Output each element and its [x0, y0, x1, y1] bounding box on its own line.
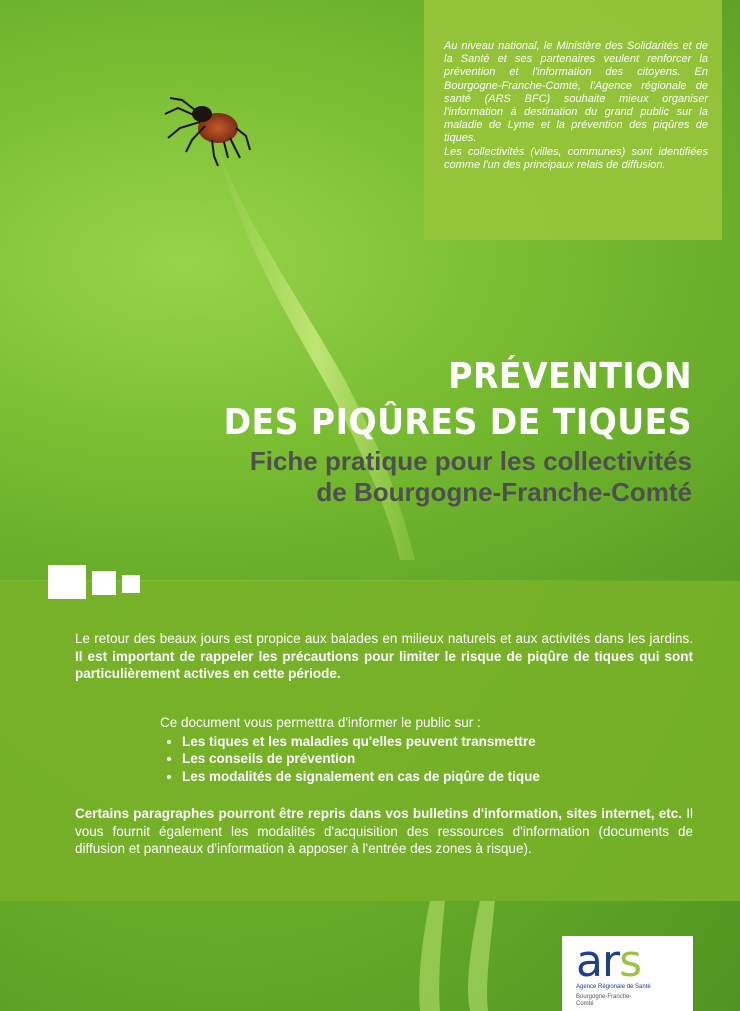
ars-logo-s: s [619, 936, 641, 987]
paragraph-resources [75, 805, 693, 858]
ars-logo [562, 936, 693, 1011]
title-line-1: PRÉVENTION [448, 356, 692, 397]
title-line-2: DES PIQÛRES DE TIQUES [223, 402, 692, 443]
paragraph-resources-normal: Il vous fournit également les modalités d'acquisition des ressources d'information (documents de diffusion et panneaux d'information à apposer à l'entrée des zones à risque). [75, 806, 693, 856]
intro-box [424, 0, 722, 240]
intro-text: Au niveau national, le Ministère des Solidarités et de la Santé et ses partenaires veulent renforcer la prévention et l'information des citoyens. En Bourgogne-Franche-Comté, l'Agence régionale de santé (ARS BFC) souhaite mieux organiser l'information à destination du grand public sur la maladie de Lyme et la prévention des piqûres de tiques. [444, 40, 708, 145]
subtitle-line-2: de Bourgogne-Franche-Comté [316, 477, 692, 507]
info-list [160, 733, 620, 786]
subtitle-line-1: Fiche pratique pour les collectivités [249, 446, 692, 476]
info-list-block [160, 714, 620, 785]
paragraph-resources-bold: Certains paragraphes pourront être repris dans vos bulletins d'information, sites internet, etc. [75, 806, 683, 821]
paragraph-intro-normal: Le retour des beaux jours est propice aux balades en milieux naturels et aux activités dans les jardins. [75, 631, 693, 646]
list-item: • Les modalités de signalement en cas de piqûre de tique [182, 768, 620, 786]
title-block [52, 354, 692, 508]
square-small [122, 575, 140, 593]
square-large [48, 565, 86, 599]
paragraph-intro [75, 630, 693, 683]
paragraph-intro-bold: Il est important de rappeler les précautions pour limiter le risque de piqûre de tiques qui sont particulièrement actives en cette période. [75, 648, 693, 681]
ars-logo-region: Bourgogne-Franche-Comté [576, 994, 632, 1007]
ars-logo-agency: Agence Régionale de Santé [576, 984, 651, 990]
list-item: • Les conseils de prévention [182, 750, 620, 768]
square-medium [92, 571, 116, 595]
ars-logo-letters: ar [576, 936, 620, 987]
list-item: • Les tiques et les maladies qu'elles peuvent transmettre [182, 733, 620, 751]
tick-illustration [165, 98, 250, 166]
intro-text-collectivites: Les collectivités (villes, communes) sont identifiées comme l'un des principaux relais de diffusion. [444, 145, 708, 171]
ars-logo-wordmark [576, 936, 641, 987]
list-intro: Ce document vous permettra d'informer le public sur : [160, 715, 481, 730]
